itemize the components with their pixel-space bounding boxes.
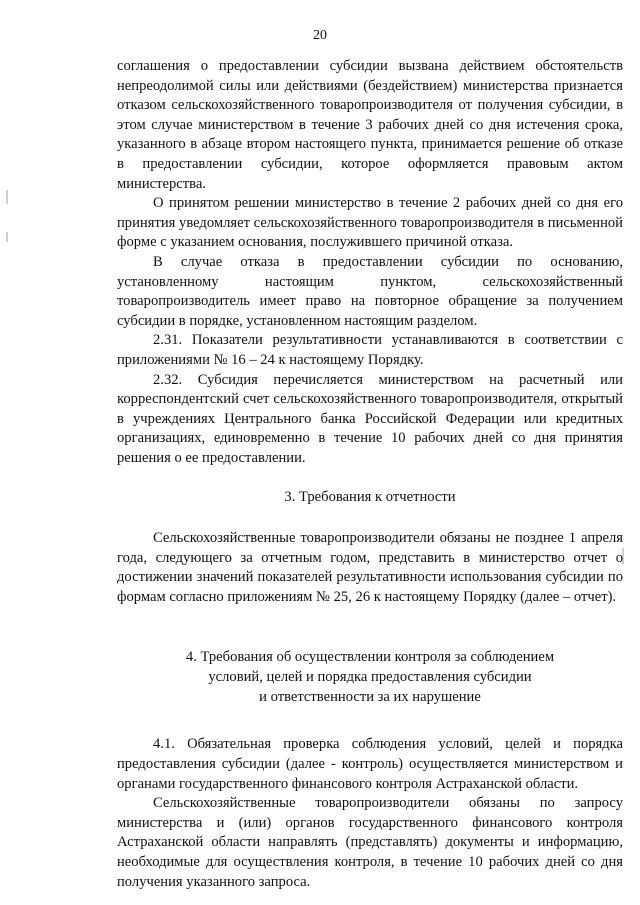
paragraph: 2.32. Субсидия перечисляется министерством на расчетный или корреспондентский счет сельскохозяйственного товаропроизводителя, открытый в учреждениях Центрального банка Российской Федерации или кредитных организациях, единовременно в течение 10 рабочих дней со дня принятия решения о ее предоставлении. [117,371,623,466]
section-heading-line: и ответственности за их нарушение [259,689,481,706]
section-heading-line: 4. Требования об осуществлении контроля за соблюдением [185,649,555,666]
paragraph: 4.1. Обязательная проверка соблюдения условий, целей и порядка предоставления субсидии (далее - контроль) осуществляется министерством и органами государственного финансового контроля Астраханской области. [117,736,623,792]
paragraph: соглашения о предоставлении субсидии вызвана действием обстоятельств непреодолимой силы или действиями (бездействием) министерства признается отказом сельскохозяйственного товаропроизводителя от получения субсидии, в этом случае министерством в течение 3 рабочих дней со дня истечения срока, указанного в абзаце втором настоящего пункта, принимается решение об отказе в предоставлении субсидии, которое оформляется правовым актом министерства. [117,58,623,192]
scan-margin-mark [6,232,8,242]
paragraph: В случае отказа в предоставлении субсидии по основанию, установленному настоящим пунктом, сельскохозяйственный товаропроизводитель имеет право на повторное обращение за получением субсидии в порядке, установленном настоящим разделом. [117,253,623,329]
section-heading: 3. Требования к отчетности [284,489,456,506]
scan-margin-mark [6,190,8,204]
paragraph: О принятом решении министерство в течение 2 рабочих дней со дня его принятия уведомляет сельскохозяйственного товаропроизводителя в письменной форме с указанием основания, послужившего причиной отказа. [117,195,623,251]
section-heading [117,647,623,707]
section-heading-line: условий, целей и порядка предоставления субсидии [208,669,532,686]
document-body [117,57,623,892]
paragraph: Сельскохозяйственные товаропроизводители обязаны по запросу министерства и (или) органов государственного финансового контроля Астраханской области направлять (представлять) документы и информацию, необходимые для осуществления контроля, в течение 10 рабочих дней со дня получения указанного запроса. [117,795,623,890]
page-number: 20 [313,28,327,43]
paragraph: 2.31. Показатели результативности устанавливаются в соответствии с приложениями № 16 – 24 к настоящему Порядку. [117,332,623,368]
paragraph: Сельскохозяйственные товаропроизводители обязаны не позднее 1 апреля года, следующего за отчетным годом, представить в министерство отчет о достижении значений показателей результативности использования субсидии по формам согласно приложениям № 25, 26 к настоящему Порядку (далее – отчет). [117,530,623,605]
